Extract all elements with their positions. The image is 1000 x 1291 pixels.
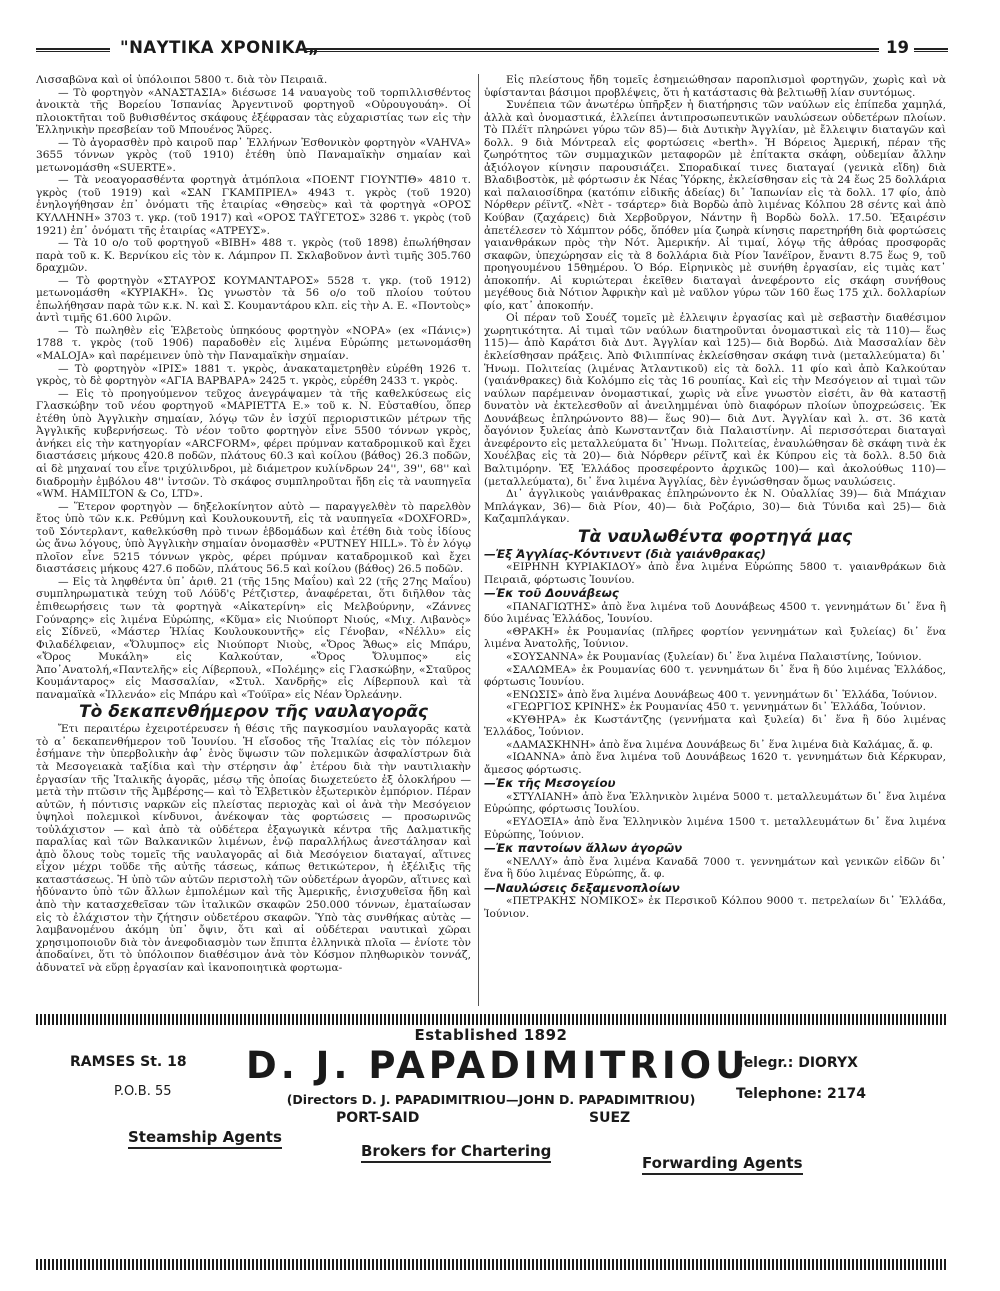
paragraph: Λισσαβῶνα καὶ οἱ ὑπόλοιποι 5800 τ. διὰ τὸν Πειραιᾶ. xyxy=(36,74,328,86)
section-heading-freight-market: Τὸ δεκαπενθήμερον τῆς ναυλαγορᾶς xyxy=(79,702,428,723)
subheading: —Ἐξ Ἀγγλίας-Κόντινεντ (διὰ γαιάνθρακας) xyxy=(484,546,766,561)
charter-entry: «ΓΕΩΡΓΙΟΣ ΚΡΙΝΗΣ» ἐκ Ρουμανίας 450 τ. γεννημάτων δι᾽ Ἑλλάδα, Ἰούνιον. xyxy=(506,701,926,714)
charter-entry: «ΔΑΜΑΣΚΗΝΗ» ἀπὸ ἕνα λιμένα Δουνάβεως δι᾽ ἕνα λιμένα διὰ Καλάμας, ἄ. φ. xyxy=(506,738,934,751)
charter-entry: «ΘΡΑΚΗ» ἐκ Ρουμανίας (πλῆρες φορτίον γεννημάτων καὶ ξυλείας) δι᾽ ἕνα λιμένα Ἀνατολῆς, Ἰούνιον. xyxy=(484,625,946,651)
advertisement-box xyxy=(36,1014,946,1276)
header-rule-left xyxy=(36,48,110,52)
header-rule-right xyxy=(914,48,948,52)
subheading: —Ναυλώσεις δεξαμενοπλοίων xyxy=(484,880,680,895)
paragraph: — Τὸ πωληθὲν εἰς Ἑλβετοὺς ὑπηκόους φορτηγὸν «ΝΟΡΑ» (ex «Πάνις») 1788 τ. γκρὸς (τοῦ 1906) παραδοθὲν εἰς λιμένα Εὐρώπης μετωνομάσθη «MALOJA» καὶ παρέμεινεν ὑπὸ τὴν Παναμαϊκὴν σημαίαν. xyxy=(36,324,471,363)
ad-telephone: Telephone: 2174 xyxy=(736,1086,866,1102)
charter-entry: «ΕΥΔΟΞΙΑ» ἀπὸ ἕνα Ἑλληνικὸν λιμένα 1500 τ. μεταλλευμάτων δι᾽ ἕνα λιμένα Εὐρώπης, Ἰούνιον. xyxy=(484,816,946,841)
charter-entry: «ΠΑΝΑΓΙΩΤΗΣ» ἀπὸ ἕνα λιμένα τοῦ Δουνάβεως 4500 τ. γεννημάτων δι᾽ ἕνα ἢ δύο λιμένας Ἑλλάδος, Ἰουνίου. xyxy=(484,600,946,626)
subheading: —Ἐκ τῆς Μεσογείου xyxy=(484,776,616,791)
paragraph: — Εἰς τὰ ληφθέντα ὑπ᾽ ἀριθ. 21 (τῆς 15ης Μαΐου) καὶ 22 (τῆς 27ης Μαΐου) συμπληρωματικὰ τεύχη τοῦ Λόϋδ'ς Ρέτζιστερ, ἀναφέρεται, ὅτι διῆλθον τὰς ἐπιθεωρήσεις των τὰ φορτηγὰ «Αἰκατερίνη» εἰς Μελβούρνην, «Ζάννες Γούναρης» εἰς λιμένα Εὐρώπης, «Κῦμα» εἰς Νιούπορτ Νιούς, «Μιχ. Λιβανὸς» εἰς Σίδνεϋ, «Μάστερ Ἠλίας Κουλουκουντῆς» εἰς Γένοβαν, «Νέλλυ» εἰς Φιλαδέλφειαν, «Ὄλυμπος» εἰς Νιούπορτ Νιοὺς, «Ὄρος Ἄθως» εἰς Μπάρυ, «Ὄρος Μυκάλη» εἰς Καλκούταν, «Ὄρος Ὄλυμπος» εἰς Ἀπο᾽Ανατολή,«Παντελῆς» εἰς Λίβερπουλ, «Πολέμης» εἰς Γλασκώβην, «Σταῦρος Κουμάνταρος» εἰς Μασσαλίαν, «Στυλ. Χανδρῆς» εἰς Λίβερπουλ καὶ τὰ παναμαϊκὰ «Ἰλλενάο» εἰς Μπάρυ καὶ «Τούϊρα» εἰς Νέαν Ὀρλεάνην. xyxy=(36,575,471,701)
ad-suez: SUEZ xyxy=(589,1110,631,1126)
subheading: —Ἐκ παντοίων ἄλλων ἀγορῶν xyxy=(484,841,683,856)
paragraph: Οἱ πέραν τοῦ Σουέζ τομεῖς μὲ ἐλλειψιν ἐργασίας καὶ μὲ σεβαστὴν διαθέσιμον χωρητικότητα. Αἱ τιμαὶ τῶν ναύλων διατηροῦνται ὀνομαστικαὶ εἰς τὰ 110)— ἕως 115)— ἀπὸ Καράτσι διὰ Δυτ. Ἀγγλίαν καὶ 125)— διὰ Βορδώ. Διὰ Μασσαλίαν δὲν ἐκλείσθησαν πράξεις. Ἀπὸ Φιλιππίνας ἐκλείσθησαν σκάφη τινὰ (μεταλλεύματα) δι᾽ Ἡνωμ. Πολιτείας (λιμένας Ἀτλαντικοῦ) εἰς τὰ δολλ. 11 φίο καὶ ἀπὸ Καλκούταν (γαιάνθρακες) διὰ Κολόμπο εἰς τὰς 16 ρουπίας. Καὶ εἰς τὴν Μεσόγειον αἱ τιμαὶ τῶν ναύλων παρέμειναν ὀνομαστικαί, χωρὶς νὰ εἶνε γνωστὸν εἰσέτι, ἂν θὰ καταστῇ δυνατὸν νὰ ἐκτελεσθοῦν αἱ ἀνειλημμέναι ὑπὸ διαφόρων πλοίων ὑποχρεώσεις. Ἐκ Δουνάβεως ἐπληρώνοντο 88)— ἕως 90)— διὰ Δυτ. Ἀγγλίαν καὶ λ. στ. 36 κατὰ ὄαγόνιον ξυλείας ἀπὸ Κωνσταντζαν διὰ Παλαιστίνην. Αἱ περισσότεραι διαταγαὶ ἀνεφέροντο εἰς μεταλλεύματα δι᾽ Ἡνωμ. Πολιτείας, ἐναυλώθησαν δὲ σκάφη τινὰ ἐκ Χουέλβας εἰς τὰ 20)— διὰ Νόρθερν ρέϊντζ καὶ ἐκ Κύπρου εἰς τὰ δολλ. 8.50 διὰ Βαλτιμόρην. Ἐξ Ἑλλάδος προσεφέροντο ἀρχικῶς 100)— καὶ ἀκολούθως 110)— (μεταλλεύματα), δι᾽ ἕνα λιμένα Ἀγγλίας, δὲν ἐγνώσθησαν ὅμως ναυλώσεις. xyxy=(484,312,946,488)
ad-service-chartering: Brokers for Chartering xyxy=(361,1142,551,1163)
paragraph: — Τὸ φορτηγὸν «ΣΤΑΥΡΟΣ ΚΟΥΜΑΝΤΑΡΟΣ» 5528 τ. γκρ. (τοῦ 1912) μετωνομάσθη «ΚΥΡΙΑΚΗ». Ὡς γνωστὸν τὰ 56 ο/ο τοῦ πλοίου τούτου ἐπωλήθησαν παρὰ τῶν κ.κ. Ν. καὶ Σ. Κουμαντάρου κλπ. εἰς τὴν Α. Ε. «Ποντοὺς» ἀντὶ τιμῆς 61.600 λιρῶν. xyxy=(36,274,471,325)
header-rule-middle xyxy=(304,48,879,52)
charter-entry: «ΣΑΛΩΜΕΑ» ἐκ Ρουμανίας 600 τ. γεννημάτων δι᾽ ἕνα ἢ δύο λιμένας Ἑλλάδος, φόρτωσις Ἰουνίου. xyxy=(484,663,946,689)
ad-port-said: PORT-SAID xyxy=(336,1110,420,1126)
charter-entry: «ΝΕΛΛΥ» ἀπὸ ἕνα λιμένα Καναδᾶ 7000 τ. γεννημάτων καὶ γενικῶν εἰδῶν δι᾽ ἕνα ἢ δύο λιμένας Εὐρώπης, ἄ. φ. xyxy=(484,855,946,881)
subheading: —Ἐκ τοῦ Δουνάβεως xyxy=(484,586,619,601)
ad-address-street: RAMSES St. 18 xyxy=(70,1054,187,1070)
ad-address-pob: P.O.B. 55 xyxy=(114,1084,172,1099)
paragraph: Ἔτι περαιτέρω ἐχειροτέρευσεν ἡ θέσις τῆς παγκοσμίου ναυλαγορᾶς κατὰ τὸ α᾽ δεκαπενθήμερον τοῦ Ἰουνίου. Ἡ εἴσοδος τῆς Ἰταλίας εἰς τὸν πόλεμον ἐσήμανε τὴν ὑπερβολικὴν ἀφ᾽ ἑνὸς ὕψωσιν τῶν πολεμικῶν ἀσφαλίστρων διὰ τὰ Μεσογειακὰ ταξίδια καὶ τὴν στέρησιν ἀφ᾽ ἑτέρου διὰ τὴν ναυτιλιακὴν ἐργασίαν τῆς Ἰταλικῆς ἀγορᾶς, μέσῳ τῆς ὁποίας διωχετεύετο ἐξ ὁλοκλήρου — μετὰ τὴν πτῶσιν τῆς Ἀμβέρσης— καὶ τὸ Ἑλβετικὸν ἐξωτερικὸν ἐμπόριον. Πέραν αὐτῶν, ἡ πόντισις ναρκῶν εἰς πλείστας περιοχὰς καὶ οἱ ἀνὰ τὴν Μεσόγειον ὑψηλοὶ πολεμικοὶ κίνδυνοι, ἀνέκοψαν τὰς φορτώσεις — προσωρινῶς τοὐλάχιστον — καὶ ἀπὸ τὰ οὐδέτερα ἐξαγωγικὰ κέντρα τῆς Δαλματικῆς παραλίας καὶ τῶν Βαλκανικῶν λιμένων, ἐνῷ παραλλήλως ἀνεστάλησαν καὶ ἀπὸ ὅλους τοὺς τομεῖς τῆς ναυλαγορᾶς αἱ διὰ Μεσόγειον διαταγαί, αἵτινες εἶχον μέχρι τοῦδε τῆς αὐτῆς τάσεως, κάπως θετικώτερον, ἡ ἐξέλιξις τῆς καταστάσεως. Ἡ ὑπὸ τῶν αὐτῶν περιστολὴ τῶν οὐδετέρων ἀγορῶν, αἵτινες καὶ ἠδύναντο ὑπὸ τῶν ἄλλων ἐμπολέμων καὶ τῆς Ἀμερικῆς, ἐνισχυθεῖσα ἤδη καὶ ἀπὸ τὴν κατασχεθεῖσαν τῶν ἰταλικῶν σκαφῶν 250.000 τόννων, ἐματαίωσαν εἰς τὸ ἐλάχιστον τὴν ζήτησιν οὐδετέρου σκαφῶν. Ὑπὸ τὰς συνθήκας αὐτὰς — λαμβανομένου ἀκόμη ὑπ᾽ ὄψιν, ὅτι καὶ αἱ οὐδέτεραι ναυτικαὶ χῶραι χρησιμοποιοῦν διὰ τὸν ἀνεφοδιασμὸν των ἔπιπτα ἐλληνικὰ πλοῖα — ἐνίοτε τὸν ἀποδαίνει, ὅτι τὸ ὑπόλοιπον διαθέσιμον ἀνὰ τὸν Κόσμον πληθωρικὸν τοννάζ, ἀδυνατεῖ νὰ εὕρῃ ἐργασίαν καὶ ἱκανοποιητικὰ φορτωμα- xyxy=(36,723,471,974)
page-number: 19 xyxy=(886,38,909,57)
charter-entry: «ΠΕΤΡΑΚΗΣ ΝΟΜΙΚΟΣ» ἐκ Περσικοῦ Κόλπου 9000 τ. πετρελαίων δι᾽ Ἑλλάδα, Ἰούνιον. xyxy=(484,895,946,920)
section-heading-chartered-ships: Τὰ ναυλωθέντα φορτηγά μας xyxy=(577,526,853,547)
paragraph: — Εἰς τὸ προηγούμενον τεῦχος ἀνεγράψαμεν τὰ τῆς καθελκύσεως εἰς Γλασκώβην τοῦ νέου φορτηγοῦ «ΜΑΡΙΕΤΤΑ Ε.» τοῦ κ. Ν. Εὐσταθίου, ὅπερ ἐτέθη ὑπὸ Ἀγγλικὴν σημαίαν, λόγῳ τῶν ἐν ἰσχύϊ περιοριστικῶν μέτρων τῆς Ἀγγλικῆς κυβερνήσεως. Τὸ νέον τοῦτο φορτηγὸν εἶνε 5500 τόννων γκρὸς, ἀνήκει εἰς τὴν κατηγορίαν «ARCFORM», φέρει πρύμναν καταδρομικοῦ καὶ ἔχει διαστάσεις μήκους 420.8 ποδῶν, πλάτους 60.3 καὶ κοίλου (βάθος) 26.3 ποδῶν, αἱ δὲ μηχαναί του εἶνε τριχύλινδροι, μὲ διάμετρον κυλίνδρων 24'', 39'', 68'' καὶ διαδρομὴν ἐμβόλου 48'' ἰντσῶν. Τὸ σκάφος συμπληροῦται ἤδη εἰς τὰ ναυπηγεῖα «WM. HAMILTON & Co, LTD». xyxy=(36,387,471,501)
column-divider xyxy=(478,74,479,1006)
paragraph: Εἰς πλείστους ἤδη τομεῖς ἐσημειώθησαν παροπλισμοὶ φορτηγῶν, χωρὶς καὶ νὰ ὑφίστανται βάσιμοι προβλέψεις, ὅτι ἡ κατάστασις θὰ βελτιωθῇ λίαν συντόμως. xyxy=(484,74,946,99)
charter-entry: «ΚΥΘΗΡΑ» ἐκ Κωστάντζης (γεννήματα καὶ ξυλεία) δι᾽ ἕνα ἢ δύο λιμένας Ἑλλάδος, Ἰούνιον. xyxy=(484,713,946,739)
paragraph: — Τὰ 10 ο/ο τοῦ φορτηγοῦ «ΒΙΒΗ» 488 τ. γκρὸς (τοῦ 1898) ἐπωλήθησαν παρὰ τοῦ κ. Κ. Βερνίκου εἰς τὸν κ. Λάμπρον Π. Σκλαβοῦνον ἀντὶ τιμῆς 305.760 δραχμῶν. xyxy=(36,237,471,275)
paragraph: — Τὰ νεοαγορασθέντα φορτηγὰ ἀτμόπλοια «ΠΟΕΝΤ ΓΙΟΥΝΤΙΘ» 4810 τ. γκρὸς (τοῦ 1919) καὶ «ΣΑΝ ΓΚΑΜΠΡΙΕΛ» 4943 τ. γκρὸς (τοῦ 1920) ἐνηλογήθησαν ἐπ᾽ ὀνόματι τῆς ἑταιρίας «Θησεὺς» καὶ τὰ φορτηγὰ «ΟΡΟΣ ΚΥΛΛΗΝΗ» 3703 τ. γκρ. (τοῦ 1917) καὶ «ΟΡΟΣ ΤΑΫΓΕΤΟΣ» 3286 τ. γκρὸς (τοῦ 1921) ἐπ᾽ ὀνόματι τῆς ἑταιρίας «ΑΤΡΕΥΣ». xyxy=(36,174,471,237)
ad-directors: (Directors D. J. PAPADIMITRIOU—JOHN D. PAPADIMITRIOU) xyxy=(286,1092,696,1107)
ad-border-bottom xyxy=(36,1259,946,1270)
ad-service-forwarding: Forwarding Agents xyxy=(642,1154,803,1175)
paragraph: — Τὸ ἀγορασθὲν πρὸ καιροῦ παρ᾽ Ἑλλήνων Ἐσθονικὸν φορτηγὸν «VAHVA» 3655 τόννων γκρὸς (τοῦ 1910) ἐτέθη ὑπὸ Παναμαϊκὴν σημαίαν καὶ μετωνομάσθη «SUERTE». xyxy=(36,136,471,174)
charter-entry: «ΕΙΡΗΝΗ ΚΥΡΙΑΚΙΔΟΥ» ἀπὸ ἕνα λιμένα Εὐρώπης 5800 τ. γαιανθράκων διὰ Πειραιᾶ, φόρτωσις Ἰουνίου. xyxy=(484,561,946,586)
ad-telegram: Telegr.: DIORYX xyxy=(736,1055,858,1071)
paragraph: — Ἕτερον φορτηγὸν — δηξελοκίνητον αὐτὸ — παραγγελθὲν τὸ παρελθὸν ἔτος ὑπὸ τῶν κ.κ. Ρεθύμνη καὶ Κουλουκουντῆ, εἰς τὰ ναυπηγεῖα «DOXFORD», τοῦ Σόντερλαντ, καθελκύσθη πρὸ τινων ἑβδομάδων καὶ ἐτέθη διὰ τοὺς ἰδίους ὡς ἄνω λόγους, ὑπὸ Ἀγγλικὴν σημαίαν ὀνομασθὲν «PUTNEY HILL». Τὸ ἐν λόγῳ πλοῖον εἶνε 5215 τόννων γκρὸς, φέρει πρύμναν καταδρομικοῦ καὶ ἔχει διαστάσεις μήκους 427.6 ποδῶν, πλάτους 56.5 καὶ κοίλου (βάθος) 26.5 ποδῶν. xyxy=(36,500,471,576)
charter-entry: «ΙΩΑΝΝΑ» ἀπὸ ἕνα λιμένα τοῦ Δουνάβεως 1620 τ. γεννημάτων διὰ Κέρκυραν, ἄμεσος φόρτωσις. xyxy=(484,751,946,776)
charter-entry: «ΣΟΥΣΑΝΝΑ» ἐκ Ρουμανίας (ξυλείαν) δι᾽ ἕνα λιμένα Παλαιστίνης, Ἰούνιον. xyxy=(506,650,922,663)
paragraph: — Τὸ φορτηγὸν «ΙΡΙΣ» 1881 τ. γκρὸς, ἀνακαταμετρηθὲν εὑρέθη 1926 τ. γκρὸς, τὸ δὲ φορτηγὸν «ΑΓΙΑ ΒΑΡΒΑΡΑ» 2425 τ. γκρὸς, εὑρέθη 2433 τ. γκρὸς. xyxy=(36,362,471,388)
paragraph: Συνέπεια τῶν ἀνωτέρω ὑπῆρξεν ἡ διατήρησις τῶν ναύλων εἰς ἐπίπεδα χαμηλά, ἀλλὰ καὶ ὀνομαστικά, ἐλλείπει ἀντιπροσωπευτικῶν ναυλώσεων οὐδετέρων πλοίων. Τὸ Πλέϊτ πληρώνει γύρω τῶν 85)— διὰ Δυτικὴν Ἀγγλίαν, μὲ ἔλλειψιν διαταγῶν καὶ δολλ. 9 διὰ Μόντρεαλ εἰς φορτώσεις «berth». Ἡ Βόρειος Ἀμερική, πέραν τῆς ζωηρότητος τῶν συμμαχικῶν μεταφορῶν μὲ ἐπίτακτα σκάφη, οὐδεμίαν ἄλλην ἀξιόλογον κίνησιν παρουσιάζει. Σποραδικαί τινες διαταγαί (γενικὰ εἴδη) διὰ Βλαδιβοστὸκ, μὲ φόρτωσιν ἐκ Νέας Ὑόρκης, ἐκλείσθησαν εἰς τὰ 24 ἕως 25 δολλάρια καὶ παλαιοσίδηρα (κατόπιν εἰδικῆς ἀδείας) δι᾽ Ἰαπωνίαν εἰς τὰ δολλ. 17 φίο, ἀπὸ Νόρθερν ρέϊντζ. «Νὲτ - τσάρτερ» διὰ Βορδὼ ἀπὸ λιμένας Κόλπου 28 σέντς καὶ ἀπὸ Κούβαν (ζαχάρεις) διὰ Χερβοῦργον, Νάντην ἢ Βορδὼ δολλ. 17.50. Ἐξαιρέσιν ἀπετέλεσεν τὸ Χάμπτον ρόδς, ὅπόθεν μία ζωηρὰ κίνησις παρετηρήθη διὰ φορτώσεις γαιανθράκων πρὸς τὴν Νότ. Ἀμερικήν. Αἱ τιμαί, λόγῳ τῆς ἀθρόας προσφορᾶς σκαφῶν, ὑπεχώρησαν εἰς τὰ 8 δολλάρια διὰ Ρίον Ἰανέϊρον, ἔναντι 8.75 ἕως 9, τοῦ προηγουμένου 15θημέρου. Ὁ Βόρ. Εἰρηνικὸς μὲ συνήθη ἐργασίαν, εἰς τιμὰς κατ᾽ ἀποκοπήν. Αἱ κυριώτεραι ἐκεῖθεν διαταγαὶ ἀνεφέροντο εἰς σκάφη συνήθους μεγέθους διὰ Νότιον Ἀφρικὴν καὶ μὲ ναῦλον γύρω τῶν 160 ἕως 175 χιλ. δολλαρίων φίο, κατ᾽ ἀποκοπήν. xyxy=(484,99,946,312)
running-header xyxy=(36,38,946,62)
charter-entry: «ΕΝΩΣΙΣ» ἀπὸ ἕνα λιμένα Δουνάβεως 400 τ. γεννημάτων δι᾽ Ἑλλάδα, Ἰούνιον. xyxy=(506,688,938,701)
ad-service-steamship: Steamship Agents xyxy=(128,1128,282,1149)
publication-title: "ΝΑΥΤΙΚΑ ΧΡΟΝΙΚΑ„ xyxy=(120,38,320,57)
ad-border-top xyxy=(36,1014,946,1025)
right-column xyxy=(484,74,946,920)
left-column xyxy=(36,74,471,974)
charter-entry: «ΣΤΥΛΙΑΝΗ» ἀπὸ ἕνα Ἑλληνικὸν λιμένα 5000 τ. μεταλλευμάτων δι᾽ ἕνα λιμένα Εὐρώπης, φόρτωσις Ἰουλίου. xyxy=(484,790,946,816)
ad-established: Established 1892 xyxy=(414,1026,568,1044)
paragraph: — Τὸ φορτηγὸν «ΑΝΑΣΤΑΣΙΑ» διέσωσε 14 ναυαγοὺς τοῦ τορπιλλισθέντος ἀνοικτὰ τῆς Βορείου Ἱσπανίας Ἀργεντινοῦ φορτηγοῦ «Οὐρουγουάη». Οἱ πλοιοκτῆται τοῦ βυθισθέντος σκάφους ἐξέφρασαν τὰς εὐχαριστίας των εἰς τὴν Ἑλληνικὴν πρεσβείαν τοῦ Μπουένος Ἄϋρες. xyxy=(36,86,471,137)
paragraph: Δι᾽ ἀγγλικοὺς γαιάνθρακας ἐπληρώνοντο ἐκ Ν. Οὐαλλίας 39)— διὰ Μπάχιαν Μπλάγκαν, 36)— διὰ Ρίον, 40)— διὰ Ροζάριο, 30)— διὰ Τύνιδα καὶ 25)— διὰ Καζαμπλάγκαν. xyxy=(484,488,946,526)
ad-brand-name: D. J. PAPADIMITRIOU xyxy=(246,1044,750,1087)
